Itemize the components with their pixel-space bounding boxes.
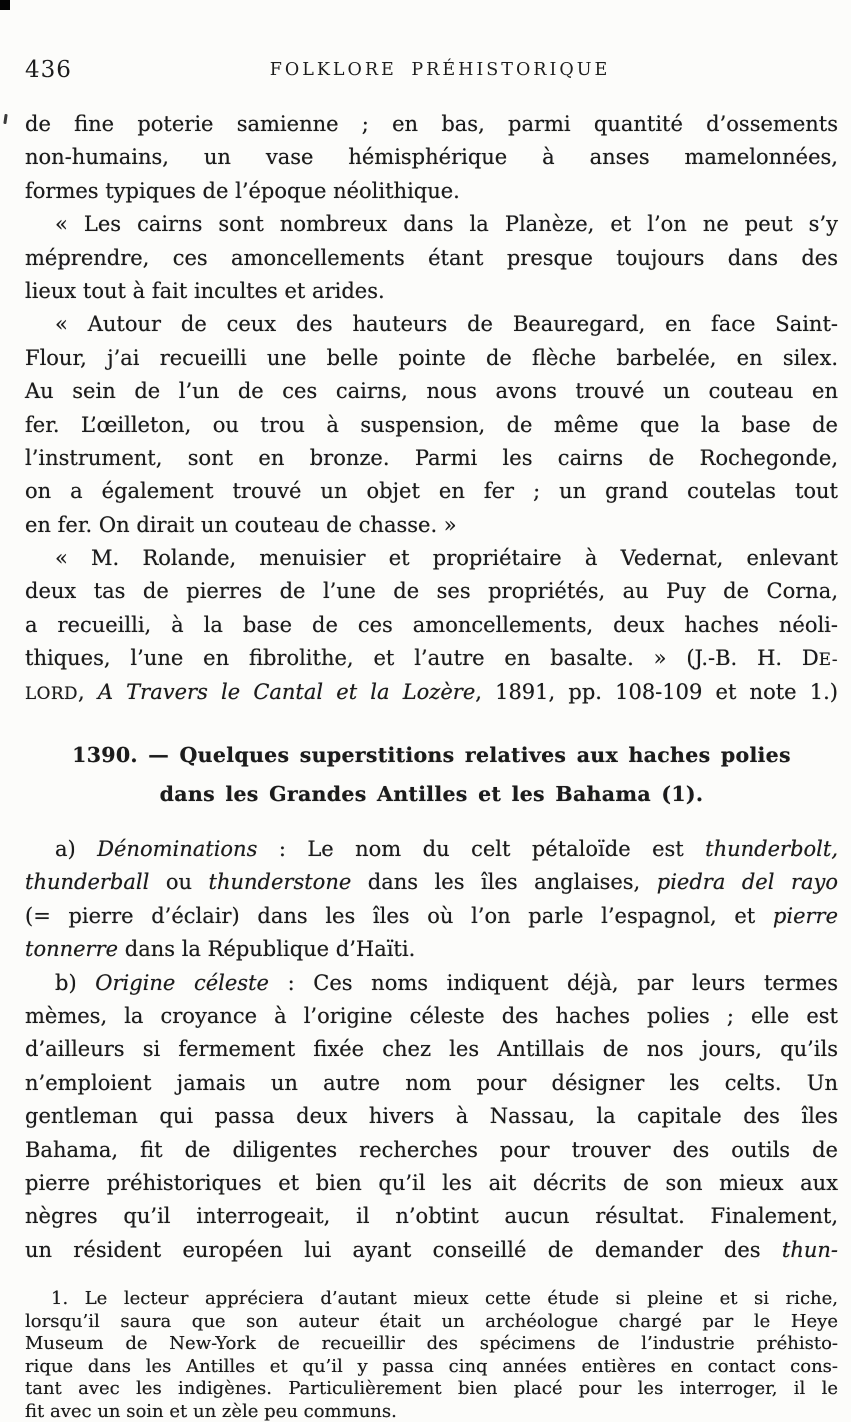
text-segment: non-humains, un vase hémisphérique à anses mamelonnées, bbox=[25, 145, 838, 170]
text-line bbox=[25, 275, 838, 308]
text-segment: nègres qu’il interrogeait, il n’obtint aucun résultat. Finalement, bbox=[25, 1204, 838, 1229]
text-segment: « M. Rolande, menuisier et propriétaire à Vedernat, enlevant bbox=[55, 546, 838, 571]
text-line bbox=[25, 609, 838, 642]
text-segment: thunderstone bbox=[208, 870, 352, 895]
text-line bbox=[25, 442, 838, 475]
text-segment: Dénominations bbox=[97, 837, 258, 862]
text-segment: Au sein de l’un de ces cairns, nous avons trouvé un couteau en bbox=[25, 379, 838, 404]
text-segment: a) bbox=[55, 837, 98, 862]
text-segment: méprendre, ces amoncellements étant presque toujours dans des bbox=[25, 245, 838, 270]
text-segment: un résident européen lui ayant conseillé de demander des bbox=[25, 1237, 782, 1262]
text-segment: Flour, j’ai recueilli une belle pointe de flèche barbelée, en silex. bbox=[25, 345, 838, 370]
text-segment: pierre préhistoriques et bien qu’il les ait décrits de son mieux aux bbox=[25, 1170, 838, 1195]
text-line bbox=[25, 967, 838, 1000]
text-segment: formes typiques de l’époque néolithique. bbox=[25, 178, 460, 203]
text-line bbox=[25, 375, 838, 408]
text-segment: thiques, l’une en fibrolithe, et l’autre en basalte. » (J.-B. H. D bbox=[25, 646, 819, 671]
text-segment: : Ces noms indiquent déjà, par leurs termes bbox=[268, 970, 838, 995]
text-line bbox=[25, 1200, 838, 1233]
section-heading-line-1: 1390. — Quelques superstitions relatives aux haches polies bbox=[72, 743, 791, 768]
body-text-upper bbox=[25, 108, 838, 709]
text-segment: thun- bbox=[781, 1237, 838, 1262]
text-line bbox=[25, 900, 838, 933]
text-segment: d’ailleurs si fermement fixée chez les Antillais de nos jours, qu’ils bbox=[25, 1037, 838, 1062]
text-segment: A Travers le Cantal et la Lozère bbox=[97, 679, 476, 704]
text-segment: E- bbox=[818, 649, 838, 670]
text-line bbox=[25, 1356, 838, 1379]
text-segment: en fer. On dirait un couteau de chasse. » bbox=[25, 512, 457, 537]
text-line bbox=[25, 208, 838, 241]
text-segment: ou bbox=[149, 870, 209, 895]
text-segment: gentleman qui passa deux hivers à Nassau, la capitale des îles bbox=[25, 1104, 838, 1129]
text-line bbox=[25, 933, 838, 966]
text-segment: pierre bbox=[772, 903, 838, 928]
text-line bbox=[25, 242, 838, 275]
text-line bbox=[25, 1234, 838, 1267]
text-line bbox=[25, 642, 838, 675]
text-line bbox=[25, 1000, 838, 1033]
footnote bbox=[25, 1288, 838, 1422]
text-segment: deux tas de pierres de l’une de ses propriétés, au Puy de Corna, bbox=[25, 579, 838, 604]
text-line bbox=[25, 1033, 838, 1066]
text-line bbox=[25, 409, 838, 442]
text-line bbox=[25, 1100, 838, 1133]
section-heading bbox=[25, 736, 838, 814]
text-line bbox=[25, 1311, 838, 1334]
text-segment: tant avec les indigènes. Particulièrement bien placé pour les interroger, il le bbox=[25, 1378, 838, 1400]
text-segment: « Les cairns sont nombreux dans la Planèze, et l’on ne peut s’y bbox=[55, 212, 838, 237]
text-line bbox=[25, 1067, 838, 1100]
text-segment: mèmes, la croyance à l’origine céleste des haches polies ; elle est bbox=[25, 1003, 838, 1028]
page-number: 436 bbox=[25, 57, 72, 83]
text-segment: dans les îles anglaises, bbox=[351, 870, 657, 895]
body-text-lower bbox=[25, 833, 838, 1267]
text-segment: b) bbox=[55, 970, 96, 995]
text-segment: Origine céleste bbox=[95, 970, 269, 995]
text-line bbox=[25, 1134, 838, 1167]
text-segment: de fine poterie samienne ; en bas, parmi quantité d’ossements bbox=[25, 112, 838, 136]
text-segment: lieux tout à fait incultes et arides. bbox=[25, 278, 385, 303]
text-line bbox=[25, 866, 838, 899]
text-line bbox=[25, 308, 838, 341]
text-line bbox=[25, 676, 838, 709]
text-line bbox=[25, 475, 838, 508]
text-segment: a recueilli, à la base de ces amoncellements, deux haches néoli- bbox=[25, 612, 838, 637]
text-segment: lorsqu’il saura que son auteur était un archéologue chargé par le Heye bbox=[25, 1310, 838, 1332]
text-line bbox=[25, 509, 838, 542]
text-segment: piedra del rayo bbox=[656, 870, 839, 895]
text-segment: thunderbolt, bbox=[705, 837, 838, 862]
running-title: FOLKLORE PRÉHISTORIQUE bbox=[269, 60, 611, 80]
text-line bbox=[25, 1333, 838, 1356]
text-segment: dans la République d’Haïti. bbox=[118, 937, 416, 962]
text-line bbox=[25, 542, 838, 575]
text-line bbox=[25, 1378, 838, 1401]
text-segment: : Le nom du celt pétaloïde est bbox=[257, 837, 706, 862]
text-line bbox=[25, 108, 838, 141]
text-segment: n’emploient jamais un autre nom pour désigner les celts. Un bbox=[25, 1070, 838, 1095]
text-segment: Museum de New-York de recueillir des spécimens de l’industrie préhisto- bbox=[25, 1333, 838, 1355]
text-segment: , 1891, pp. 108-109 et note 1.) bbox=[475, 679, 838, 704]
text-line bbox=[25, 175, 838, 208]
text-segment: Bahama, fit de diligentes recherches pour trouver des outils de bbox=[25, 1137, 838, 1162]
text-line bbox=[25, 1167, 838, 1200]
text-segment: l’instrument, sont en bronze. Parmi les cairns de Rochegonde, bbox=[25, 445, 838, 470]
text-segment: LORD bbox=[25, 682, 78, 703]
text-segment: 1. Le lecteur appréciera d’autant mieux cette étude si pleine et si riche, bbox=[51, 1288, 838, 1310]
text-line bbox=[25, 141, 838, 174]
scan-corner-artifact bbox=[0, 0, 10, 10]
text-segment: on a également trouvé un objet en fer ; un grand coutelas tout bbox=[25, 479, 838, 504]
text-segment: rique dans les Antilles et qu’il y passa cinq années entières en contact cons- bbox=[25, 1355, 838, 1377]
section-heading-line-2: dans les Grandes Antilles et les Bahama (1). bbox=[159, 782, 704, 807]
scan-margin-artifact bbox=[3, 114, 7, 124]
text-segment: fer. L’œilleton, ou trou à suspension, de même que la base de bbox=[25, 412, 838, 437]
text-line bbox=[25, 833, 838, 866]
text-segment: tonnerre bbox=[25, 937, 119, 962]
text-segment: « Autour de ceux des hauteurs de Beauregard, en face Saint- bbox=[55, 312, 838, 337]
text-segment: , bbox=[78, 679, 98, 704]
text-line bbox=[25, 575, 838, 608]
page-header bbox=[25, 57, 837, 87]
text-segment: thunderball bbox=[25, 870, 150, 895]
text-segment: fit avec un soin et un zèle peu communs. bbox=[25, 1401, 397, 1422]
text-line bbox=[25, 342, 838, 375]
text-line bbox=[25, 1288, 838, 1311]
text-segment: (= pierre d’éclair) dans les îles où l’on parle l’espagnol, et bbox=[25, 903, 773, 928]
text-line bbox=[25, 1401, 838, 1422]
